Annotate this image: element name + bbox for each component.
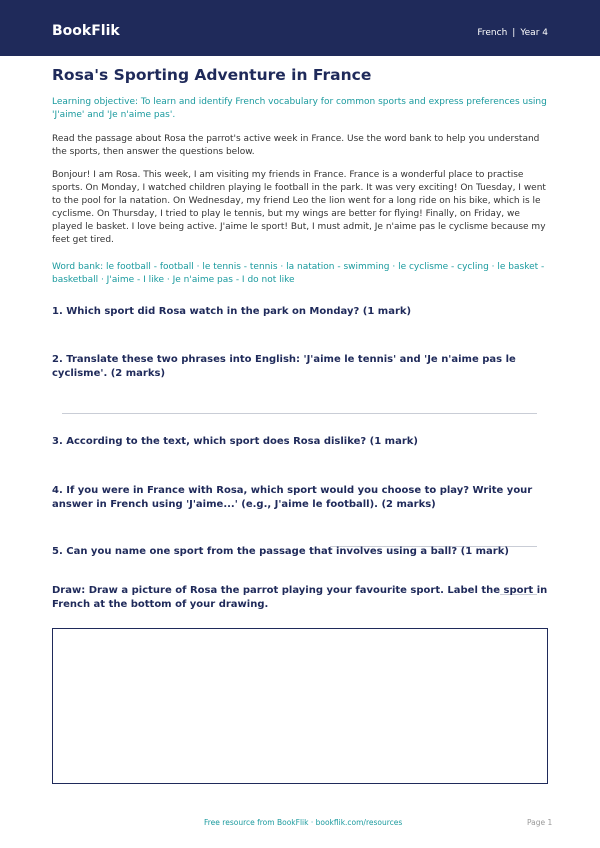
header-meta — [477, 28, 548, 38]
question-1: 1. Which sport did Rosa watch in the park on Monday? (1 mark) — [52, 306, 412, 317]
question-2: 2. Translate these two phrases into English: 'J'aime le tennis' and 'Je n'aime pas le cyclisme'. (2 marks) — [52, 354, 516, 379]
year-label: Year 4 — [520, 28, 548, 38]
page-number: Page 1 — [527, 818, 553, 827]
draw-prompt: Draw: Draw a picture of Rosa the parrot playing your favourite sport. Label the sport in French at the bottom of your drawing. — [52, 585, 548, 610]
drawing-area[interactable] — [52, 628, 548, 784]
reading-passage: Bonjour! I am Rosa. This week, I am visiting my friends in France. France is a wonderful place to practise sports. On Monday, I watched children playing le football in the park. It was very exciting! On Tuesday, I went to the pool for la natation. On Wednesday, my friend Leo the lion went for a long ride on his bike, which is le cyclisme. On Thursday, I tried to play le tennis, but my wings are better for flying! Finally, on Friday, we played le basket. I love being active. J'aime le sport! But, I must admit, Je n'aime pas le cyclisme because my feet get tired. — [52, 170, 546, 245]
page-title: Rosa's Sporting Adventure in France — [52, 66, 372, 84]
header-bar — [0, 0, 600, 56]
footer-source: Free resource from BookFlik · bookflik.com/resources — [204, 818, 403, 827]
learning-objective: Learning objective: To learn and identify French vocabulary for common sports and express preferences using 'J'aime' and 'Je n'aime pas'. — [52, 97, 547, 120]
subject-label: French — [477, 28, 508, 38]
question-4: 4. If you were in France with Rosa, which sport would you choose to play? Write your answer in French using 'J'aime...' (e.g., J'aime le football). (2 marks) — [52, 485, 533, 510]
brand-logo: BookFlik — [52, 23, 120, 39]
word-bank: Word bank: le football - football · le tennis - tennis · la natation - swimming · le cyclisme - cycling · le basket - basketball · J'aime - I like · Je n'aime pas - I do not like — [52, 262, 545, 285]
instructions: Read the passage about Rosa the parrot's active week in France. Use the word bank to help you understand the sports, then answer the questions below. — [52, 134, 540, 157]
answer-line[interactable] — [62, 413, 537, 414]
question-5: 5. Can you name one sport from the passage that involves using a ball? (1 mark) — [52, 546, 509, 557]
meta-separator: | — [512, 28, 516, 38]
question-3: 3. According to the text, which sport does Rosa dislike? (1 mark) — [52, 436, 419, 447]
